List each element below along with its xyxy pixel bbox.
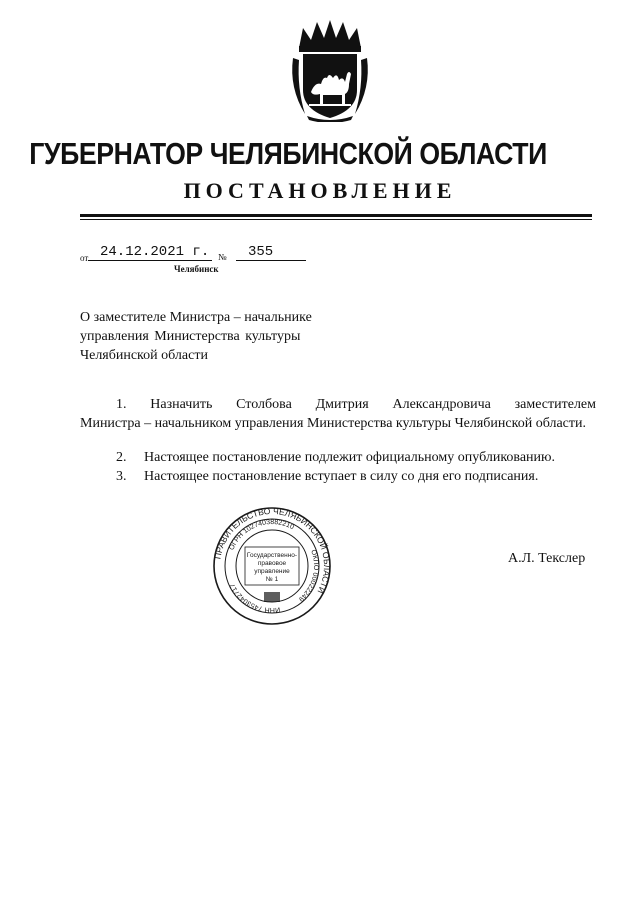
subject-line: О заместителе Министра – начальнике [80, 310, 312, 325]
seal-inner-line: управление [254, 568, 290, 575]
seal-inner-line: правовое [257, 560, 287, 567]
issuing-authority-title: ГУБЕРНАТОР ЧЕЛЯБИНСКОЙ ОБЛАСТИ [29, 136, 547, 171]
coat-of-arms-emblem [287, 18, 373, 122]
body-item-1 [80, 395, 596, 433]
subject-line: управления Министерства культуры [80, 329, 301, 344]
item-text: Настоящее постановление вступает в силу со дня его подписания. [144, 469, 539, 484]
seal-emblem-mark [264, 592, 280, 602]
seal-outer-text: ПРАВИТЕЛЬСТВО ЧЕЛЯБИНСКОЙ ОБЛАСТИ [212, 506, 333, 596]
body-item-1-first-line [80, 395, 596, 414]
item-number: 2. [116, 450, 127, 465]
document-type-title: ПОСТАНОВЛЕНИЕ [183, 178, 457, 203]
document-date: 24.12.2021 г. [88, 244, 212, 261]
item-text-rest: Министра – начальником управления Министерства культуры Челябинской области. [80, 416, 587, 431]
city-label: Челябинск [174, 264, 219, 274]
subject-line: Челябинской области [80, 348, 208, 363]
date-prefix-label: от [80, 253, 89, 263]
seal-inner-line: № 1 [265, 576, 279, 583]
item-number: 1. [116, 397, 127, 412]
seal-ogrn-text: ОГРН 1027403882210 [228, 518, 295, 552]
official-seal-stamp [208, 506, 336, 626]
document-subject [80, 308, 340, 365]
seal-inn-text: ИНН 7453042717 [229, 582, 281, 614]
body-item-3 [116, 467, 538, 486]
header-rule-thick [80, 214, 592, 217]
seal-okpo-text: ОКПО 00022249 [297, 549, 320, 603]
item-number: 3. [116, 469, 127, 484]
number-prefix-label: № [218, 252, 227, 262]
item-text: Настоящее постановление подлежит официальному опубликованию. [144, 450, 555, 465]
seal-inner-line: Государственно- [246, 552, 298, 559]
signer-name: А.Л. Текслер [508, 551, 586, 566]
header-rule-thin [80, 219, 592, 220]
item-text-line1: Назначить Столбова Дмитрия Александровича заместителем [150, 397, 596, 412]
document-number: 355 [236, 244, 306, 261]
body-item-2 [116, 448, 555, 467]
